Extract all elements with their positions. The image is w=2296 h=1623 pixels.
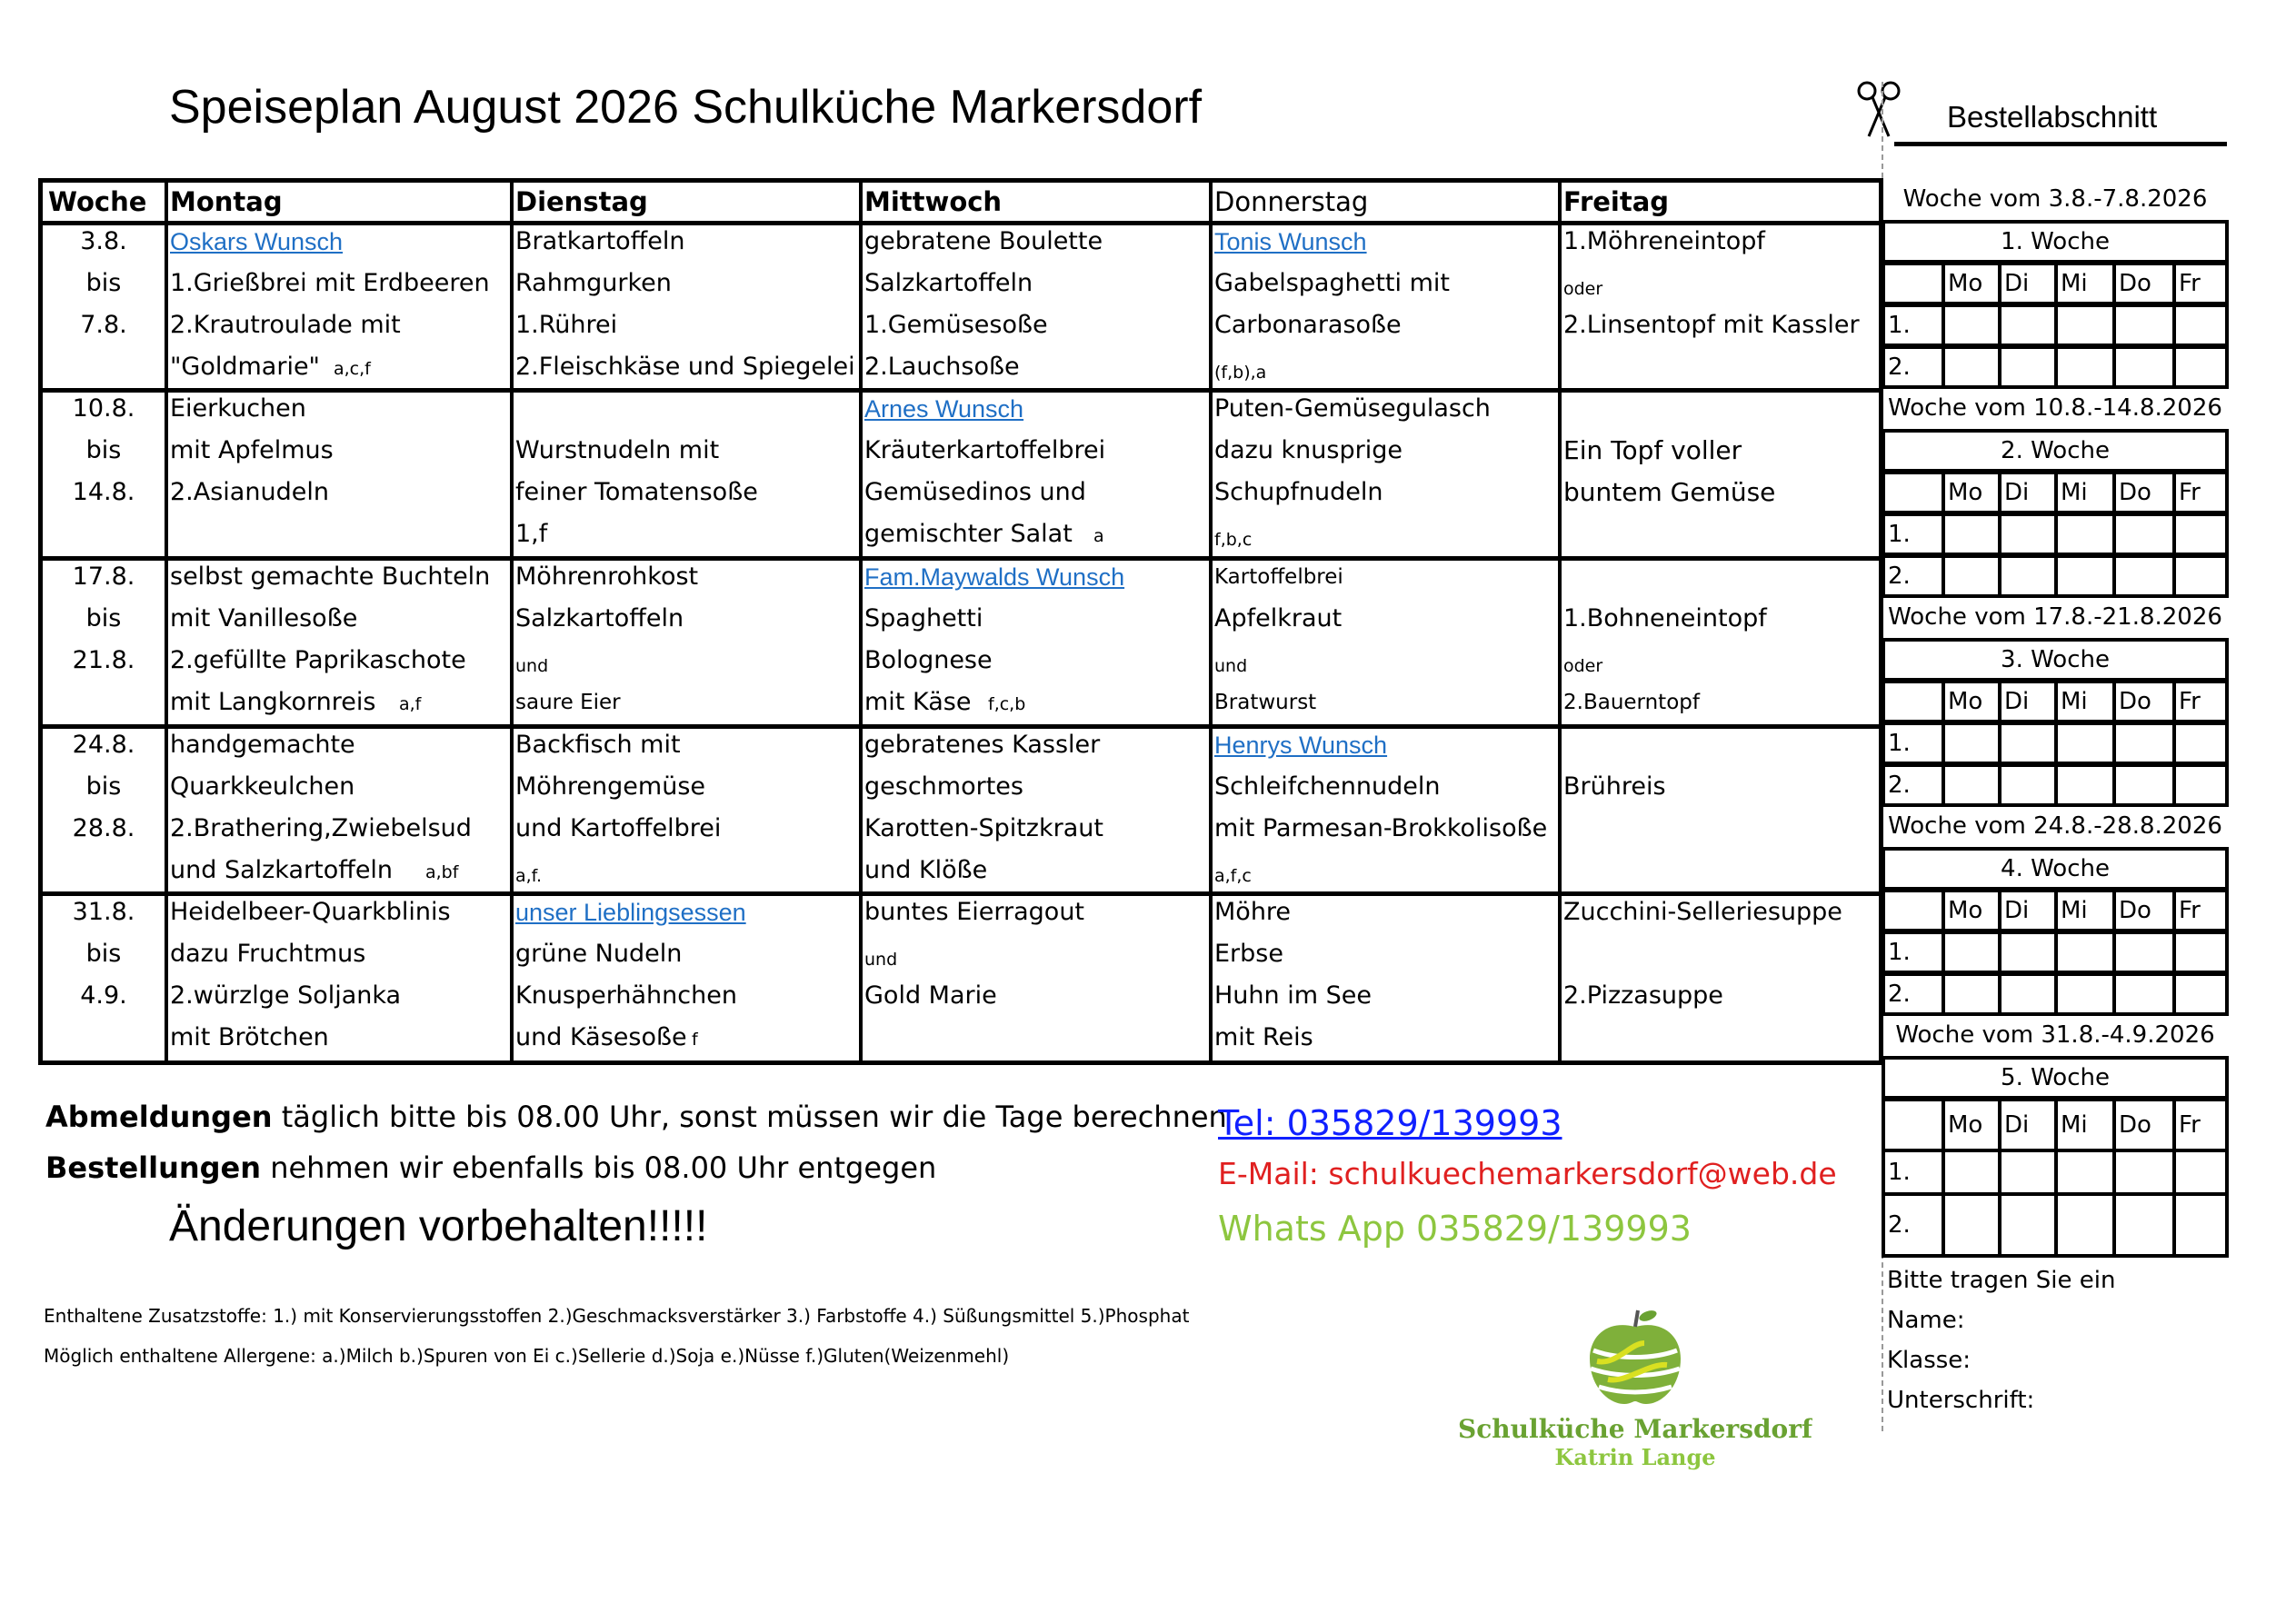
order-checkbox-cell[interactable]: [2054, 349, 2119, 385]
meal-do: mit Parmesan-Brokkolisoße: [1214, 814, 1548, 842]
week-date: bis: [85, 940, 122, 968]
order-checkbox-cell[interactable]: [2112, 558, 2179, 594]
meal-di[interactable]: unser Lieblingsessen: [515, 899, 746, 926]
order-checkbox-cell[interactable]: [2112, 516, 2179, 553]
meal-do: a,f,c: [1214, 866, 1252, 886]
meal-mi: 1.Gemüsesoße: [864, 311, 1048, 339]
order-day-di: Di: [1998, 683, 2061, 720]
order-checkbox-cell[interactable]: [2172, 934, 2235, 971]
meal-di: Knusperhähnchen: [515, 981, 737, 1010]
order-checkbox-cell[interactable]: [2172, 767, 2235, 803]
meal-di: feiner Tomatensoße: [515, 478, 758, 506]
order-day-di: Di: [1998, 892, 2061, 929]
cut-line: [1894, 142, 2227, 146]
allergen-code-mi: f,c,b: [988, 694, 1026, 714]
meal-di: Bratkartoffeln: [515, 227, 685, 255]
order-week-label: 5. Woche: [2001, 1064, 2110, 1091]
meal-mo: 2.Brathering,Zwiebelsud: [170, 814, 472, 842]
order-checkbox-cell[interactable]: [2054, 516, 2119, 553]
order-row-label: 2.: [1888, 563, 1911, 590]
order-entry-row: [1882, 763, 2229, 807]
meal-fr: oder: [1563, 656, 1603, 676]
order-day-mo: Mo: [1942, 1101, 2004, 1149]
order-day-do: Do: [2112, 1101, 2179, 1149]
week-date: 31.8.: [72, 898, 135, 926]
meal-mi: Salzkartoffeln: [864, 269, 1033, 297]
meal-mo: handgemachte: [170, 731, 355, 759]
week-date: bis: [85, 772, 122, 801]
meal-mi: gebratenes Kassler: [864, 731, 1101, 759]
meal-mo: 2.würzlge Soljanka: [170, 981, 402, 1010]
order-day-fr: Fr: [2172, 265, 2235, 302]
order-day-do: Do: [2112, 474, 2179, 511]
order-row-label: 1.: [1888, 1159, 1911, 1186]
meal-di: 1.Rührei: [515, 311, 618, 339]
meal-do: Carbonarasoße: [1214, 311, 1402, 339]
order-checkbox-cell[interactable]: [2112, 307, 2179, 344]
meal-mo[interactable]: Oskars Wunsch: [170, 228, 344, 255]
order-checkbox-cell[interactable]: [1998, 934, 2061, 971]
meal-mi: buntes Eierragout: [864, 898, 1085, 926]
order-checkbox-cell[interactable]: [1998, 767, 2061, 803]
order-entry-row: [1882, 972, 2229, 1016]
order-checkbox-cell[interactable]: [2112, 1196, 2179, 1254]
week-date: 24.8.: [72, 731, 135, 759]
allergene-legend: Möglich enthaltene Allergene: a.)Milch b.)Spuren von Ei c.)Sellerie d.)Soja e.)Nüsse f.)Gluten(Weizenmehl): [44, 1345, 1010, 1367]
order-checkbox-cell[interactable]: [2172, 976, 2235, 1012]
meal-di: Möhrenrohkost: [515, 563, 699, 591]
meal-do: (f,b),a: [1214, 363, 1267, 383]
order-day-mo: Mo: [1942, 265, 2004, 302]
order-checkbox-cell[interactable]: [1942, 516, 2004, 553]
week-date: 10.8.: [72, 394, 135, 423]
order-day-mo: Mo: [1942, 474, 2004, 511]
order-day-mi: Mi: [2054, 265, 2119, 302]
meal-mi: Spaghetti: [864, 604, 983, 632]
column-divider: [1558, 183, 1562, 1060]
order-checkbox-cell[interactable]: [1942, 558, 2004, 594]
order-day-di: Di: [1998, 1101, 2061, 1149]
meal-mo: 2.Krautroulade mit: [170, 311, 401, 339]
order-checkbox-cell[interactable]: [2054, 725, 2119, 762]
meal-mo: 1.Grießbrei mit Erdbeeren: [170, 269, 490, 297]
meal-do: Kartoffelbrei: [1214, 565, 1343, 589]
order-week-label: 2. Woche: [2001, 437, 2110, 464]
meal-mi: Kräuterkartoffelbrei: [864, 436, 1106, 464]
meal-do: Erbse: [1214, 940, 1283, 968]
meal-mi: 2.Lauchsoße: [864, 353, 1020, 381]
meal-do[interactable]: Tonis Wunsch: [1214, 228, 1367, 255]
meal-do: Schleifchennudeln: [1214, 772, 1441, 801]
order-checkbox-cell[interactable]: [2054, 976, 2119, 1012]
aenderungen-notice: Änderungen vorbehalten!!!!!: [169, 1202, 708, 1250]
meal-mo: Heidelbeer-Quarkblinis: [170, 898, 451, 926]
meal-di: und Kartoffelbrei: [515, 814, 722, 842]
order-day-header-row: [1882, 262, 2229, 305]
meal-di: und: [515, 656, 549, 676]
bestellungen-label: Bestellungen: [45, 1150, 262, 1185]
meal-mi: mit Käse: [864, 688, 972, 716]
order-entry-row: [1882, 304, 2229, 347]
meal-mi: Karotten-Spitzkraut: [864, 814, 1103, 842]
week-date: 7.8.: [80, 311, 127, 339]
order-day-di: Di: [1998, 265, 2061, 302]
order-day-di: Di: [1998, 474, 2061, 511]
meal-mo: Quarkkeulchen: [170, 772, 355, 801]
meal-do: Schupfnudeln: [1214, 478, 1383, 506]
order-week-label: 1. Woche: [2001, 228, 2110, 255]
week-date: 28.8.: [72, 814, 135, 842]
order-row-label: 1.: [1888, 312, 1911, 339]
column-divider: [859, 183, 863, 1060]
order-entry-row: [1882, 345, 2229, 389]
meal-mi: Gemüsedinos und: [864, 478, 1086, 506]
order-day-fr: Fr: [2172, 474, 2235, 511]
page-title: Speiseplan August 2026 Schulküche Markersdorf: [169, 81, 1203, 134]
order-day-mi: Mi: [2054, 683, 2119, 720]
order-day-do: Do: [2112, 892, 2179, 929]
meal-mo: und Salzkartoffeln: [170, 856, 394, 884]
meal-di: grüne Nudeln: [515, 940, 683, 968]
email-text: E-Mail: schulkuechemarkersdorf@web.de: [1218, 1156, 1837, 1191]
week-date: 17.8.: [72, 563, 135, 591]
phone-link[interactable]: Tel: 035829/139993: [1218, 1103, 1562, 1143]
meal-di: Möhrengemüse: [515, 772, 705, 801]
meal-do: f,b,c: [1214, 530, 1253, 550]
order-checkbox-cell[interactable]: [1942, 1196, 2004, 1254]
meal-do: und: [1214, 656, 1248, 676]
abmeldungen-text: täglich bitte bis 08.00 Uhr, sonst müssen wir die Tage berechnen: [272, 1100, 1227, 1134]
week-date: 3.8.: [80, 227, 127, 255]
order-day-do: Do: [2112, 683, 2179, 720]
order-day-fr: Fr: [2172, 1101, 2235, 1149]
order-checkbox-cell[interactable]: [2054, 934, 2119, 971]
meal-mi: gebratene Boulette: [864, 227, 1103, 255]
meal-di: 1,f: [515, 520, 548, 548]
meal-di: Backfisch mit: [515, 731, 681, 759]
meal-mo: 2.Asianudeln: [170, 478, 329, 506]
allergen-code-mo: a,bf: [425, 862, 459, 882]
meal-do: Huhn im See: [1214, 981, 1372, 1010]
meal-fr: 2.Pizzasuppe: [1563, 981, 1723, 1010]
order-checkbox-cell[interactable]: [1998, 349, 2061, 385]
order-week-range: Woche vom 24.8.-28.8.2026: [1888, 812, 2222, 840]
order-checkbox-cell[interactable]: [1998, 725, 2061, 762]
order-fill-in-label: Bitte tragen Sie ein: [1887, 1267, 2116, 1294]
order-checkbox-cell[interactable]: [2054, 307, 2119, 344]
meal-mi: Bolognese: [864, 646, 993, 674]
meal-mo: dazu Fruchtmus: [170, 940, 366, 968]
week-date: 21.8.: [72, 646, 135, 674]
order-entry-row: [1882, 722, 2229, 765]
order-week-range: Woche vom 10.8.-14.8.2026: [1888, 394, 2222, 422]
header-donnerstag: Donnerstag: [1214, 186, 1369, 217]
order-checkbox-cell[interactable]: [2112, 767, 2179, 803]
order-checkbox-cell[interactable]: [2172, 307, 2235, 344]
meal-mi[interactable]: Arnes Wunsch: [864, 395, 1024, 423]
meal-do[interactable]: Henrys Wunsch: [1214, 732, 1388, 759]
order-day-mo: Mo: [1942, 683, 2004, 720]
meal-fr: 2.Bauerntopf: [1563, 691, 1700, 714]
header-mittwoch: Mittwoch: [864, 186, 1003, 217]
order-checkbox-cell[interactable]: [2172, 1196, 2235, 1254]
meal-do: mit Reis: [1214, 1023, 1313, 1051]
order-week-label: 4. Woche: [2001, 855, 2110, 882]
whatsapp-text: Whats App 035829/139993: [1218, 1209, 1692, 1249]
header-woche: Woche: [48, 186, 147, 217]
abmeldungen-label: Abmeldungen: [45, 1100, 273, 1134]
meal-do: Apfelkraut: [1214, 604, 1343, 632]
week-date: bis: [85, 269, 122, 297]
column-divider: [165, 183, 168, 1060]
meal-mo: mit Vanillesoße: [170, 604, 358, 632]
meal-di: Salzkartoffeln: [515, 604, 684, 632]
order-checkbox-cell[interactable]: [1998, 976, 2061, 1012]
bestellungen-text: nehmen wir ebenfalls bis 08.00 Uhr entgegen: [261, 1150, 937, 1185]
order-row-label: 1.: [1888, 730, 1911, 757]
meal-di: und Käsesoße: [515, 1023, 687, 1051]
order-checkbox-cell[interactable]: [2112, 1152, 2179, 1192]
meal-fr: Zucchini-Selleriesuppe: [1563, 898, 1842, 926]
meal-fr: Brühreis: [1563, 772, 1666, 801]
logo-text-2: Katrin Lange: [1554, 1444, 1716, 1470]
allergen-code-di: f: [692, 1030, 698, 1050]
logo-text-1: Schulküche Markersdorf: [1458, 1414, 1812, 1444]
order-checkbox-cell[interactable]: [1998, 1196, 2061, 1254]
meal-mo: mit Langkornreis: [170, 688, 376, 716]
week-date: bis: [85, 436, 122, 464]
meal-fr: 2.Linsentopf mit Kassler: [1563, 311, 1860, 339]
order-checkbox-cell[interactable]: [1998, 516, 2061, 553]
order-day-mi: Mi: [2054, 892, 2119, 929]
order-day-header-row: [1882, 1098, 2229, 1152]
order-checkbox-cell[interactable]: [1942, 1152, 2004, 1192]
order-row-label: 1.: [1888, 521, 1911, 548]
meal-mi: und Klöße: [864, 856, 988, 884]
order-section-label: Bestellabschnitt: [1947, 100, 2158, 134]
order-checkbox-cell[interactable]: [1942, 934, 2004, 971]
meal-di: Wurstnudeln mit: [515, 436, 720, 464]
meal-mo: Eierkuchen: [170, 394, 306, 423]
order-checkbox-cell[interactable]: [2054, 1152, 2119, 1192]
column-divider: [510, 183, 514, 1060]
order-checkbox-cell[interactable]: [2112, 349, 2179, 385]
order-week-label-box: [1882, 847, 2229, 891]
order-entry-row: [1882, 1192, 2229, 1258]
order-row-label: 2.: [1888, 981, 1911, 1008]
order-checkbox-cell[interactable]: [2172, 1152, 2235, 1192]
order-checkbox-cell[interactable]: [1998, 558, 2061, 594]
order-week-label-box: [1882, 638, 2229, 682]
meal-mo: mit Brötchen: [170, 1023, 329, 1051]
meal-do: Bratwurst: [1214, 691, 1317, 714]
order-entry-row: [1882, 931, 2229, 974]
order-checkbox-cell[interactable]: [2172, 516, 2235, 553]
order-checkbox-cell[interactable]: [2172, 558, 2235, 594]
order-day-header-row: [1882, 471, 2229, 514]
meal-do: Möhre: [1214, 898, 1292, 926]
order-name-label: Name:: [1887, 1307, 1965, 1334]
meal-do: Puten-Gemüsegulasch: [1214, 394, 1491, 423]
order-checkbox-cell[interactable]: [1942, 767, 2004, 803]
order-checkbox-cell[interactable]: [1942, 976, 2004, 1012]
order-row-label: 2.: [1888, 353, 1911, 381]
meal-mi: Gold Marie: [864, 981, 997, 1010]
order-checkbox-cell[interactable]: [2172, 725, 2235, 762]
order-week-range: Woche vom 17.8.-21.8.2026: [1888, 603, 2222, 631]
zusatzstoffe-legend: Enthaltene Zusatzstoffe: 1.) mit Konservierungsstoffen 2.)Geschmacksverstärker 3.) Farbstoffe 4.) Süßungsmittel 5.)Phosphat: [44, 1305, 1190, 1327]
header-montag: Montag: [170, 186, 283, 217]
order-entry-row: [1882, 513, 2229, 556]
order-day-header-row: [1882, 889, 2229, 932]
order-checkbox-cell[interactable]: [2112, 934, 2179, 971]
order-checkbox-cell[interactable]: [2054, 558, 2119, 594]
order-entry-row: [1882, 1149, 2229, 1196]
meal-di: Rahmgurken: [515, 269, 672, 297]
meal-di: 2.Fleischkäse und Spiegelei: [515, 353, 855, 381]
order-checkbox-cell[interactable]: [1942, 725, 2004, 762]
meal-fr: 1.Möhreneintopf: [1563, 227, 1765, 255]
meal-di: saure Eier: [515, 691, 621, 714]
order-checkbox-cell[interactable]: [2054, 1196, 2119, 1254]
meal-fr: oder: [1563, 279, 1603, 299]
meal-do: Gabelspaghetti mit: [1214, 269, 1450, 297]
order-row-label: 2.: [1888, 1211, 1911, 1239]
meal-fr: 1.Bohneneintopf: [1563, 604, 1767, 632]
week-date: 4.9.: [80, 981, 127, 1010]
menu-table: [38, 178, 1883, 1065]
order-day-fr: Fr: [2172, 683, 2235, 720]
column-divider: [1209, 183, 1213, 1060]
allergen-code-mo: a,c,f: [334, 359, 371, 379]
order-day-header-row: [1882, 680, 2229, 723]
order-day-mi: Mi: [2054, 1101, 2119, 1149]
header-freitag: Freitag: [1563, 186, 1670, 217]
order-checkbox-cell[interactable]: [1998, 307, 2061, 344]
order-week-range: Woche vom 31.8.-4.9.2026: [1895, 1021, 2215, 1049]
meal-mi: gemischter Salat: [864, 520, 1073, 548]
allergen-code-mi: a: [1093, 526, 1104, 546]
apple-logo: [1458, 1309, 1812, 1472]
order-day-mi: Mi: [2054, 474, 2119, 511]
bestellungen-notice: [45, 1150, 936, 1185]
order-week-label-box: [1882, 220, 2229, 264]
meal-mi[interactable]: Fam.Maywalds Wunsch: [864, 563, 1125, 591]
meal-mo: selbst gemachte Buchteln: [170, 563, 491, 591]
order-signature-label: Unterschrift:: [1887, 1387, 2035, 1414]
meal-mo: 2.gefüllte Paprikaschote: [170, 646, 466, 674]
header-dienstag: Dienstag: [515, 186, 648, 217]
meal-mo: mit Apfelmus: [170, 436, 334, 464]
order-row-label: 2.: [1888, 772, 1911, 799]
week-date: 14.8.: [72, 478, 135, 506]
order-week-label-box: [1882, 429, 2229, 473]
order-checkbox-cell[interactable]: [2054, 767, 2119, 803]
order-checkbox-cell[interactable]: [1942, 307, 2004, 344]
meal-fr: Ein Topf voller: [1563, 435, 1742, 465]
meal-do: dazu knusprige: [1214, 436, 1403, 464]
scissors-icon: [1854, 80, 1903, 140]
meal-di: a,f.: [515, 866, 543, 886]
order-entry-row: [1882, 554, 2229, 598]
meal-mi: geschmortes: [864, 772, 1023, 801]
order-checkbox-cell[interactable]: [1998, 1152, 2061, 1192]
order-checkbox-cell[interactable]: [2112, 725, 2179, 762]
order-checkbox-cell[interactable]: [1942, 349, 2004, 385]
order-week-label: 3. Woche: [2001, 646, 2110, 673]
order-row-label: 1.: [1888, 939, 1911, 966]
meal-fr: buntem Gemüse: [1563, 477, 1776, 507]
week-date: bis: [85, 604, 122, 632]
order-week-range: Woche vom 3.8.-7.8.2026: [1902, 185, 2208, 213]
order-day-do: Do: [2112, 265, 2179, 302]
order-class-label: Klasse:: [1887, 1347, 1972, 1374]
order-checkbox-cell[interactable]: [2112, 976, 2179, 1012]
order-week-label-box: [1882, 1056, 2229, 1100]
abmeldungen-notice: [45, 1100, 1227, 1134]
order-day-fr: Fr: [2172, 892, 2235, 929]
meal-mo: "Goldmarie": [170, 353, 320, 381]
allergen-code-mo: a,f: [399, 694, 422, 714]
order-checkbox-cell[interactable]: [2172, 349, 2235, 385]
order-day-mo: Mo: [1942, 892, 2004, 929]
meal-mi: und: [864, 950, 898, 970]
